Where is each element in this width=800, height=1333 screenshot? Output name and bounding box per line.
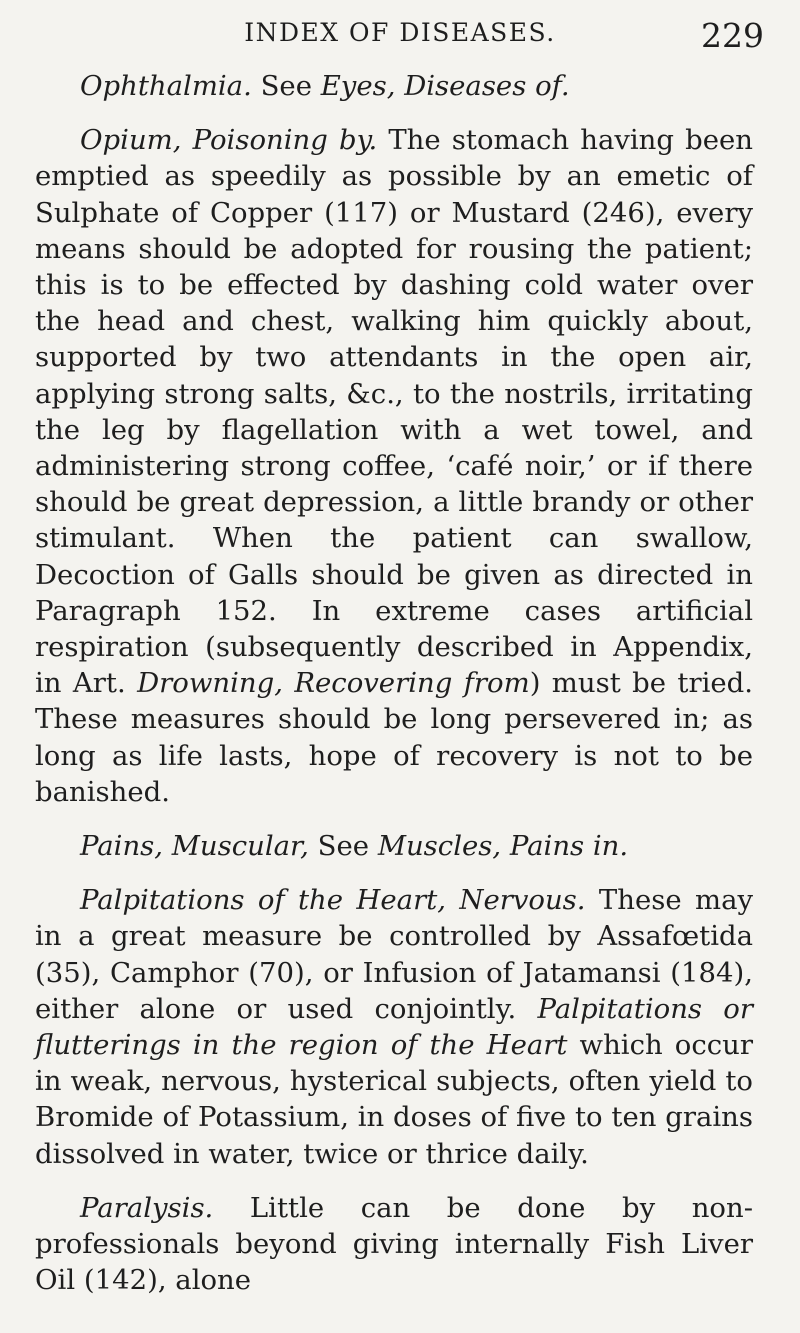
entry-term: Paralysis. (80, 1191, 214, 1224)
entry-ophthalmia (35, 68, 753, 104)
entry-term: Ophthalmia. (80, 70, 252, 102)
index-body (35, 68, 753, 1299)
running-header (0, 16, 800, 56)
entry-text: Little can be done by non-professionals beyond giving internally Fish Liver Oil (142), alone (35, 1191, 753, 1297)
cross-reference: Drowning, Recovering from (137, 667, 530, 700)
see-label: See (260, 70, 312, 102)
page-number: 229 (701, 16, 764, 55)
running-title: INDEX OF DISEASES. (244, 18, 556, 47)
cross-reference: Muscles, Pains in. (377, 830, 629, 863)
entry-term: Palpitations of the Heart, Nervous. (80, 884, 586, 917)
entry-text: These may in a great measure be controlled by Assafœtida (35), Camphor (70), or Infusion of Jatamansi (184), either alone or used conjointly. (35, 884, 754, 1025)
entry-paralysis (35, 1190, 753, 1299)
entry-pains (35, 828, 753, 864)
cross-reference: Eyes, Diseases of. (320, 70, 570, 102)
entry-opium (35, 122, 753, 810)
entry-term: Opium, Poisoning by. (80, 124, 378, 157)
italic-phrase: Palpitations or flutterings in the region of the Heart (35, 992, 753, 1062)
see-label: See (317, 830, 370, 863)
entry-term: Pains, Muscular, (80, 830, 309, 863)
entry-text: ) must be tried. These measures should be long persevered in; as long as life lasts, hope of recovery is not to be banished. (35, 667, 754, 808)
entry-text: which occur in weak, nervous, hysterical subjects, often yield to Bromide of Potassium, in doses of five to ten grains dissolved in water, twice or thrice daily. (35, 1029, 753, 1170)
entry-palpitations (35, 882, 753, 1172)
entry-text: The stomach having been emptied as speedily as possible by an emetic of Sulphate of Copper (117) or Mustard (246), every means should be adopted for rousing the patient; this is to be effected by dashing cold water over the head and chest, walking him quickly about, supported by two attendants in the open air, applying strong salts, &c., to the nostrils, irritating the leg by flagellation with a wet towel, and administering strong coffee, ‘café noir,’ or if there should be great depression, a little brandy or other stimulant. When the patient can swallow, Decoction of Galls should be given as directed in Paragraph 152. In extreme cases artificial respiration (subsequently described in Appendix, in Art. (35, 124, 753, 700)
